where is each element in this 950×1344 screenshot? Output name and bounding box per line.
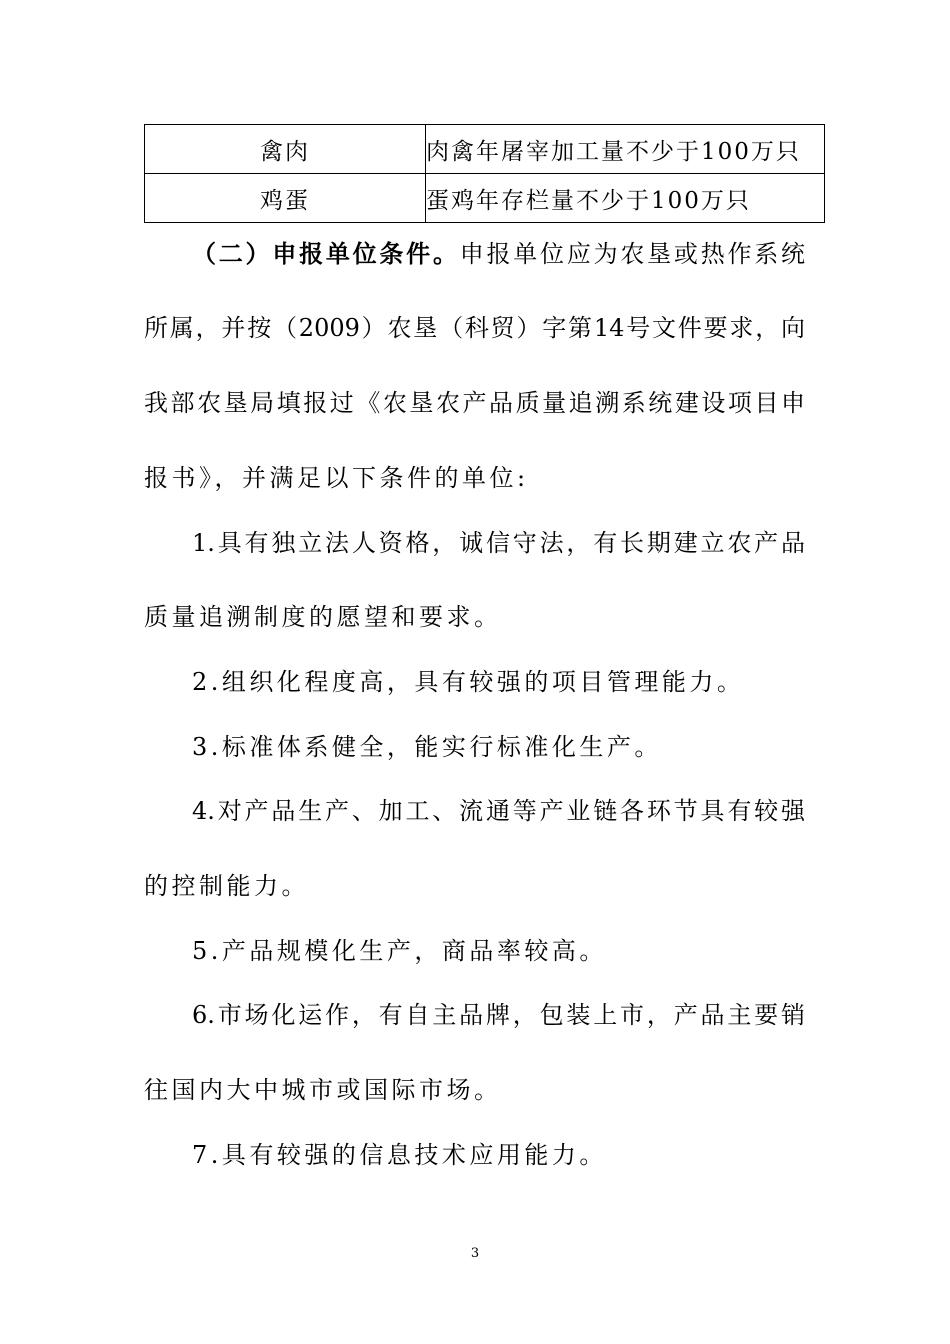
condition-line: 3.标准体系健全，能实行标准化生产。 [192,733,662,761]
condition-line: 往国内大中城市或国际市场。 [144,1076,502,1104]
paragraph-text: 申报单位应为农垦或热作系统 [459,240,806,268]
product-cell: 鸡蛋 [145,174,426,223]
condition-line: 5.产品规模化生产，商品率较高。 [192,937,607,965]
requirement-cell: 肉禽年屠宰加工量不少于100万只 [426,125,825,174]
condition-line: 2.组织化程度高，具有较强的项目管理能力。 [192,668,745,696]
section-heading: （二）申报单位条件。 [192,239,460,268]
page-number: 3 [470,1246,480,1261]
condition-line: 质量追溯制度的愿望和要求。 [144,603,502,631]
condition-line: 1.具有独立法人资格，诚信守法，有长期建立农产品 [192,529,805,557]
condition-line: 6.市场化运作，有自主品牌，包装上市，产品主要销 [192,1001,805,1029]
paragraph-line: 所属，并按（2009）农垦（科贸）字第14号文件要求，向 [144,314,805,342]
paragraph-line: 我部农垦局填报过《农垦农产品质量追溯系统建设项目申 [144,389,805,417]
product-cell: 禽肉 [145,125,426,174]
paragraph-line: 报书》，并满足以下条件的单位: [144,464,529,492]
condition-line: 7.具有较强的信息技术应用能力。 [192,1141,607,1169]
requirements-table [144,124,825,223]
condition-line: 的控制能力。 [144,872,309,900]
requirement-cell: 蛋鸡年存栏量不少于100万只 [426,174,825,223]
section-first-line [192,238,805,270]
table-row [145,174,825,223]
condition-line: 4.对产品生产、加工、流通等产业链各环节具有较强 [192,797,805,825]
table-row [145,125,825,174]
